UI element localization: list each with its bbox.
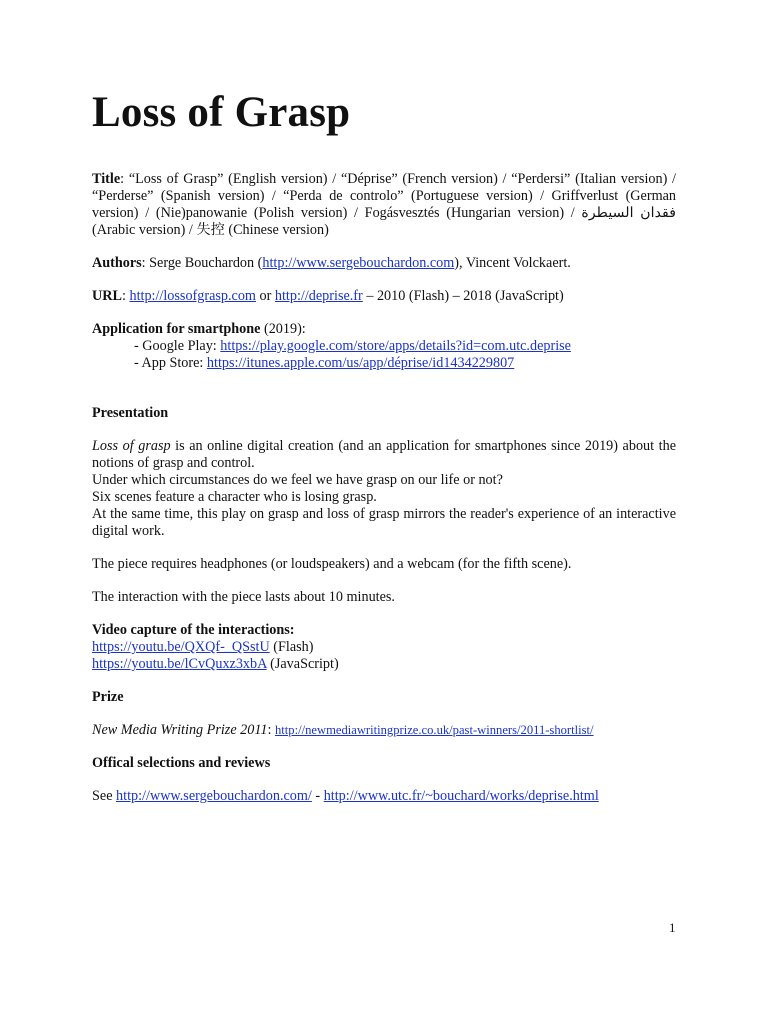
presentation-text-3: Six scenes feature a character who is losing grasp. [92, 489, 377, 505]
presentation-heading [92, 405, 676, 422]
url-or-text: or [255, 288, 275, 304]
youtube-flash-link[interactable]: https://youtu.be/QXQf-_QSstU [92, 639, 270, 655]
video-heading [92, 622, 676, 639]
presentation-text-4: At the same time, this play on grasp and loss of grasp mirrors the reader's experience of an interactive digital work. [92, 506, 676, 539]
requirements-paragraph: The piece requires headphones (or loudspeakers) and a webcam (for the fifth scene). [92, 556, 572, 572]
smartphone-year: (2019): [260, 321, 306, 337]
sergebouchardon-link[interactable]: http://www.sergebouchardon.com/ [116, 788, 312, 804]
author-website-link[interactable]: http://www.sergebouchardon.com [262, 255, 455, 271]
selections-heading-text: Offical selections and reviews [92, 755, 271, 771]
authors-label: Authors [92, 255, 142, 271]
app-store-line [92, 355, 676, 372]
presentation-text-2: Under which circumstances do we feel we have grasp on our life or not? [92, 472, 503, 488]
prize-paragraph [92, 722, 676, 739]
presentation-text-1: is an online digital creation (and an application for smartphones since 2019) about the notions of grasp and control. [92, 438, 676, 471]
lossofgrasp-link[interactable]: http://lossofgrasp.com [129, 288, 256, 304]
app-store-link[interactable]: https://itunes.apple.com/us/app/déprise/id1434229807 [206, 355, 515, 371]
title-versions-text-3: (Chinese version) [224, 222, 329, 238]
youtube-js-link[interactable]: https://youtu.be/lCvQuxz3xbA [92, 656, 267, 672]
video-heading-text: Video capture of the interactions: [92, 622, 295, 638]
url-versions-text: – 2010 (Flash) – 2018 (JavaScript) [362, 288, 564, 304]
page-number: 1 [669, 920, 676, 935]
work-title-italic: Loss of grasp [92, 438, 171, 454]
selections-heading [92, 755, 676, 772]
url-paragraph [92, 288, 676, 305]
selections-sep: - [311, 788, 324, 804]
utc-works-link[interactable]: http://www.utc.fr/~bouchard/works/deprise.html [323, 788, 599, 804]
title-paragraph [92, 171, 676, 239]
url-colon: : [121, 288, 130, 304]
video-line-flash [92, 639, 676, 656]
authors-text-end: ), Vincent Volckaert. [454, 255, 571, 271]
google-play-label: - Google Play: [134, 338, 221, 354]
title-versions-text-2: (Arabic version) / [92, 222, 197, 238]
title-label: Title [92, 171, 121, 187]
smartphone-paragraph [92, 321, 676, 338]
page-title: Loss of Grasp [92, 89, 351, 136]
js-note: (JavaScript) [266, 656, 339, 672]
app-store-label: - App Store: [134, 355, 207, 371]
document-body [92, 171, 676, 805]
prize-heading-text: Prize [92, 689, 124, 705]
deprise-link[interactable]: http://deprise.fr [274, 288, 363, 304]
presentation-paragraph [92, 438, 676, 540]
chinese-title: 失控 [196, 222, 225, 238]
smartphone-label: Application for smartphone [92, 321, 261, 337]
prize-heading [92, 689, 676, 706]
authors-paragraph [92, 255, 676, 272]
google-play-line [92, 338, 676, 355]
title-versions-text: : “Loss of Grasp” (English version) / “Déprise” (French version) / “Perdersi” (Italian version) / “Perderse” (Spanish version) / “Perda de controlo” (Portuguese version) / Griffverlust (German version) / (Nie)panowanie (Polish version) / Fogásvesztés (Hungarian version) / [92, 171, 676, 221]
arabic-title: فقدان السيطرة [581, 205, 676, 221]
prize-link[interactable]: http://newmediawritingprize.co.uk/past-winners/2011-shortlist/ [275, 723, 594, 737]
video-line-js [92, 656, 676, 673]
google-play-link[interactable]: https://play.google.com/store/apps/details?id=com.utc.deprise [220, 338, 571, 354]
flash-note: (Flash) [269, 639, 314, 655]
url-label: URL [92, 288, 122, 304]
selections-see: See [92, 788, 117, 804]
selections-paragraph [92, 788, 676, 805]
duration-paragraph: The interaction with the piece lasts about 10 minutes. [92, 589, 395, 605]
presentation-heading-text: Presentation [92, 405, 169, 421]
prize-sep: : [267, 722, 275, 738]
authors-text: : Serge Bouchardon ( [141, 255, 263, 271]
prize-name: New Media Writing Prize 2011 [92, 722, 268, 738]
